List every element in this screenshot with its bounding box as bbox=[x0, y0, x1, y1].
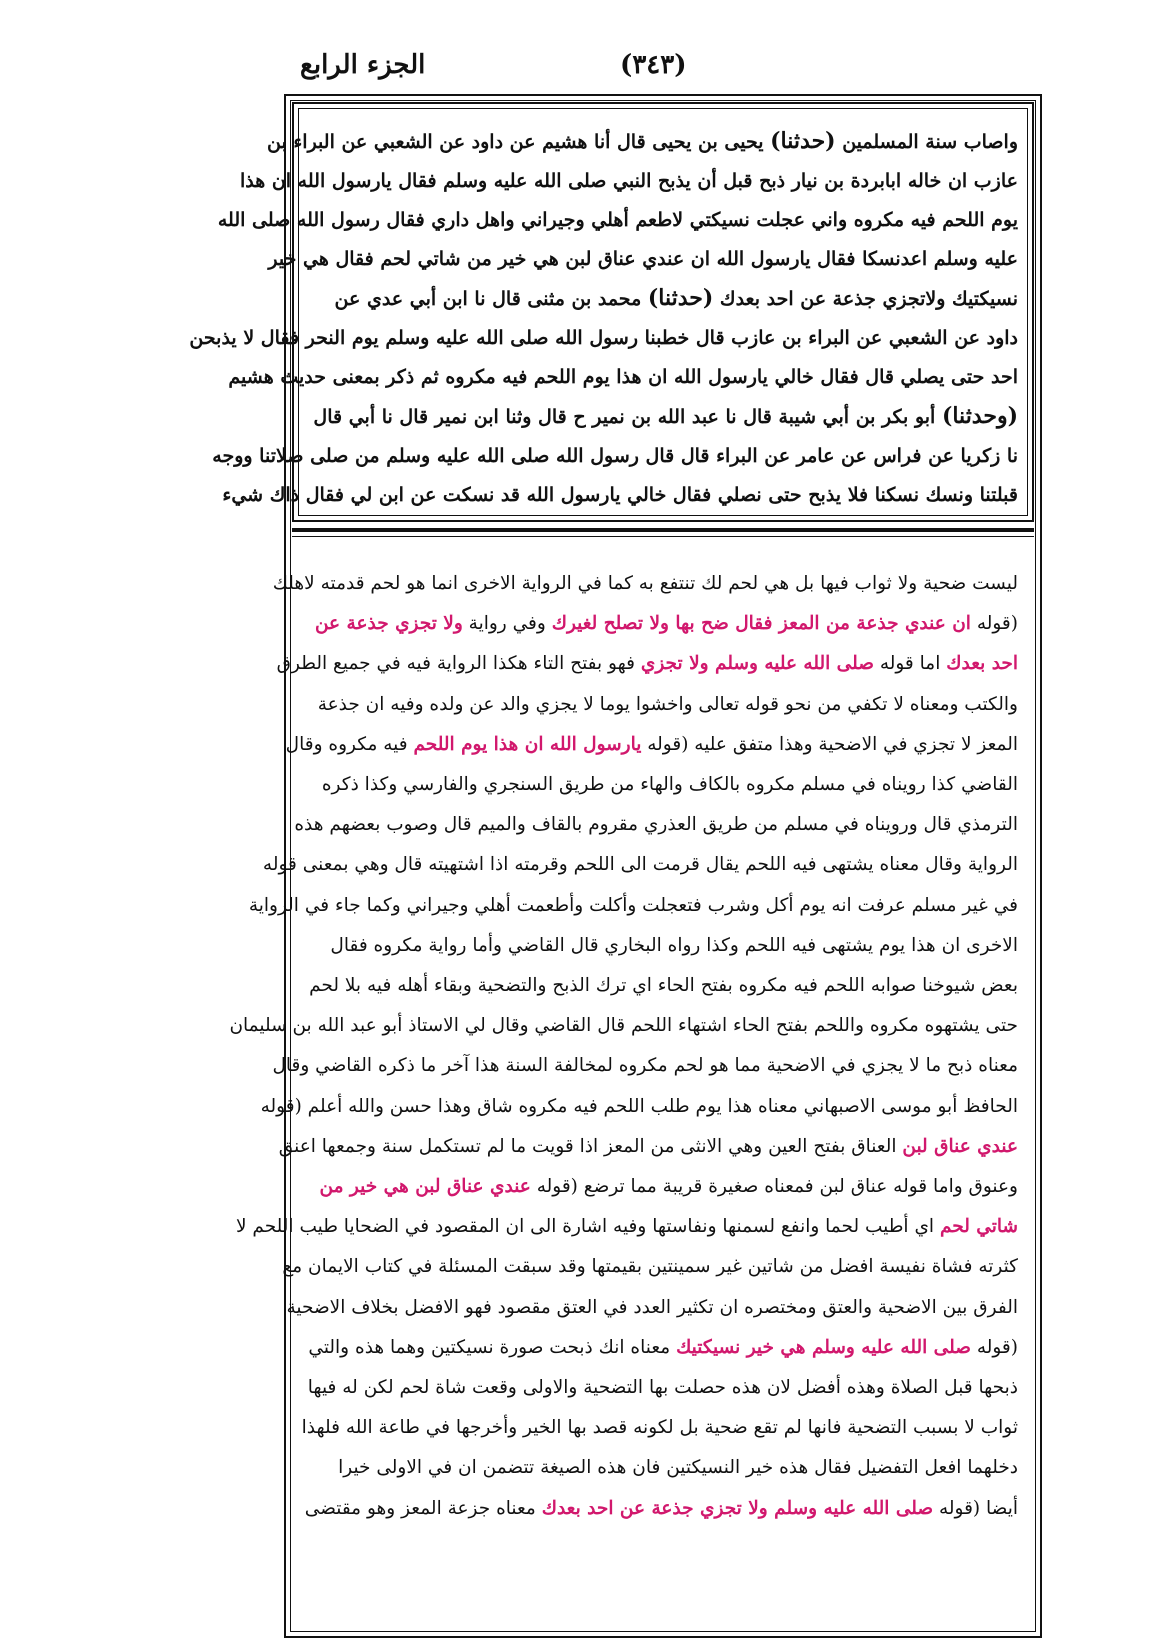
commentary-line bbox=[278, 1127, 1018, 1167]
quoted-phrase: عندي عناق لبن bbox=[902, 1135, 1018, 1157]
narration-marker: (حدثنا) bbox=[647, 285, 714, 311]
quoted-phrase: صلى الله عليه وسلم هي خير نسيكتيك bbox=[676, 1336, 971, 1358]
text-run: في غير مسلم عرفت انه يوم أكل وشرب فتعجلت وأكلت وأطعمت أهلي وجيراني وكما جاء في الرواية bbox=[248, 894, 1018, 916]
quoted-phrase: ولا تجزي جذعة عن bbox=[314, 613, 463, 635]
text-run: وعنوق واما قوله عناق لبن فمعناه صغيرة قريبة مما ترضع (قوله bbox=[530, 1176, 1018, 1198]
page-number: (٣٤٣) bbox=[620, 50, 687, 80]
text-run: الحافظ أبو موسى الاصبهاني معناه هذا يوم طلب اللحم فيه مكروه شاق وهذا حسن والله أعلم (قوله bbox=[260, 1095, 1018, 1117]
text-run: حتى يشتهوه مكروه واللحم بفتح الحاء اشتهاء اللحم قال القاضي وقال لي الاستاذ أبو عبد الله بن سليمان bbox=[229, 1015, 1018, 1037]
hadith-line bbox=[217, 201, 1018, 240]
hadith-line bbox=[222, 476, 1018, 515]
text-run: الرواية وقال معناه يشتهى فيه اللحم يقال قرمت الى اللحم وقرمته اذا اشتهيته قال وهي بمعنى قوله bbox=[262, 854, 1018, 876]
text-run: الاخرى ان هذا يوم يشتهى فيه اللحم وكذا رواه البخاري قال القاضي وأما رواية مكروه فقال bbox=[330, 934, 1018, 956]
commentary-line bbox=[308, 765, 1018, 805]
text-run: عليه وسلم اعدنسكا فقال يارسول الله ان عندي عناق لبن هي خير من شاتي لحم فقال هي خير bbox=[268, 248, 1018, 270]
text-run: اما قوله bbox=[873, 653, 947, 675]
commentary-line bbox=[272, 1046, 1018, 1086]
quoted-phrase: يارسول الله ان هذا يوم اللحم bbox=[413, 733, 642, 755]
quoted-phrase: احد بعدك bbox=[946, 653, 1018, 675]
commentary-line bbox=[308, 926, 1018, 966]
commentary-line bbox=[286, 1288, 1018, 1328]
commentary-line bbox=[262, 845, 1018, 885]
hadith-line bbox=[268, 240, 1018, 279]
commentary-line bbox=[308, 966, 1018, 1006]
text-run: اي أطيب لحما وانفع لسمنها ونفاستها وفيه اشارة الى ان المقصود في الضحايا طيب اللحم لا bbox=[235, 1216, 940, 1238]
text-run: ليست ضحية ولا ثواب فيها بل هي لحم لك تنتفع به كما في الرواية الاخرى انما هو لحم قدمته لاهلك bbox=[272, 573, 1018, 594]
text-run: يحيى بن يحيى قال أنا هشيم عن داود عن الشعبي عن البراء بن bbox=[266, 131, 771, 153]
text-run: الفرق بين الاضحية والعتق ومختصره ان تكثير العدد في العتق مقصود فهو الافضل بخلاف الاضحية bbox=[286, 1296, 1018, 1318]
text-run: عازب ان خاله ابابردة بن نيار ذبح قبل أن يذبح النبي صلى الله عليه وسلم فقال يارسول الله ان هذا bbox=[239, 170, 1018, 192]
commentary-text bbox=[229, 564, 1018, 1529]
text-run: والكتب ومعناه لا تكفي من نحو قوله تعالى واخشوا يوما لا يجزي والد عن ولده وفيه ان جذعة bbox=[317, 693, 1018, 715]
text-run: واصاب سنة المسلمين bbox=[835, 131, 1018, 153]
text-run: أبو بكر بن أبي شيبة قال نا عبد الله بن نمير ح قال وثنا ابن نمير قال نا أبي قال bbox=[313, 406, 942, 428]
section-divider bbox=[292, 528, 1034, 532]
text-run: وفي رواية bbox=[462, 613, 552, 635]
narration-marker: (حدثنا) bbox=[770, 128, 836, 154]
commentary-line bbox=[229, 1006, 1018, 1046]
text-run: داود عن الشعبي عن البراء بن عازب قال خطبنا رسول الله صلى الله عليه وسلم يوم النحر فقال لا يذبحن bbox=[189, 327, 1018, 349]
quoted-phrase: صلى الله عليه وسلم ولا تجزي جذعة عن احد بعدك bbox=[541, 1497, 934, 1519]
text-run: (قوله bbox=[970, 613, 1018, 635]
hadith-line bbox=[212, 437, 1018, 476]
hadith-line bbox=[228, 358, 1018, 397]
text-run: الترمذي قال ورويناه في مسلم من طريق العذري مقروم بالقاف والميم قال وصوب بعضهم هذه bbox=[294, 814, 1018, 836]
text-run: (قوله bbox=[970, 1336, 1018, 1358]
text-run: معناه انك ذبحت صورة نسيكتين وهما هذه والتي bbox=[308, 1336, 677, 1358]
quoted-phrase: صلى الله عليه وسلم ولا تجزي bbox=[640, 653, 874, 675]
commentary-line bbox=[276, 644, 1018, 684]
commentary-line bbox=[248, 886, 1018, 926]
hadith-line bbox=[239, 162, 1018, 201]
quoted-phrase: ان عندي جذعة من المعز فقال ضح بها ولا تصلح لغيرك bbox=[551, 613, 971, 635]
text-run: العناق بفتح العين وهي الانثى من المعز اذا قويت ما لم تستكمل سنة وجمعها اعنق bbox=[278, 1135, 903, 1157]
hadith-line bbox=[266, 122, 1018, 162]
hadith-line bbox=[189, 319, 1018, 358]
text-run: معناه جزعة المعز وهو مقتضى bbox=[304, 1497, 542, 1519]
narration-marker: (وحدثنا) bbox=[941, 403, 1018, 429]
text-run: ثواب لا بسبب التضحية فانها لم تقع ضحية بل لكونه قصد بها الخير وأخرجها في طاعة الله فلهذا bbox=[301, 1417, 1018, 1439]
commentary-line bbox=[282, 1247, 1018, 1287]
commentary-line bbox=[260, 1087, 1018, 1127]
page-header bbox=[300, 50, 740, 90]
section-divider-thin bbox=[292, 536, 1034, 537]
text-run: محمد بن مثنى قال نا ابن أبي عدي عن bbox=[334, 288, 648, 310]
hadith-line bbox=[308, 397, 1018, 437]
text-run: المعز لا تجزي في الاضحية وهذا متفق عليه (قوله bbox=[641, 733, 1018, 755]
text-run: قبلتنا ونسك نسكنا فلا يذبح حتى نصلي فقال خالي يارسول الله قد نسكت عن ابن لي فقال ذاك شيء bbox=[222, 484, 1018, 506]
volume-label: الجزء الرابع bbox=[300, 50, 426, 80]
commentary-line bbox=[308, 1368, 1018, 1408]
text-run: نسيكتيك ولاتجزي جذعة عن احد بعدك bbox=[713, 288, 1018, 310]
commentary-line bbox=[308, 604, 1018, 644]
text-run: أيضا (قوله bbox=[933, 1497, 1018, 1519]
commentary-line bbox=[308, 685, 1018, 725]
hadith-line bbox=[308, 279, 1018, 319]
commentary-line bbox=[301, 1408, 1018, 1448]
commentary-line bbox=[308, 1167, 1018, 1207]
text-run: نا زكريا عن فراس عن عامر عن البراء قال قال رسول الله صلى الله عليه وسلم من صلى صلاتنا ووجه bbox=[212, 445, 1018, 467]
text-run: يوم اللحم فيه مكروه واني عجلت نسيكتي لاطعم أهلي وجيراني واهل داري فقال رسول الله صلى الله bbox=[217, 209, 1018, 231]
commentary-line bbox=[235, 1207, 1018, 1247]
commentary-line bbox=[272, 564, 1018, 604]
commentary-line bbox=[294, 805, 1018, 845]
text-run: كثرته فشاة نفيسة افضل من شاتين غير سمينتين بقيمتها وقد سبقت المسئلة في كتاب الايمان مع bbox=[282, 1256, 1018, 1278]
commentary-line bbox=[285, 725, 1018, 765]
commentary-line bbox=[308, 1448, 1018, 1488]
commentary-line bbox=[304, 1489, 1018, 1529]
quoted-phrase: عندي عناق لبن هي خير من bbox=[319, 1176, 531, 1198]
commentary-line bbox=[308, 1328, 1018, 1368]
text-run: ذبحها قبل الصلاة وهذه أفضل لان هذه حصلت بها التضحية والاولى وقعت شاة لحم لكن له فيها bbox=[307, 1377, 1018, 1399]
quoted-phrase: شاتي لحم bbox=[939, 1216, 1018, 1238]
text-run: فيه مكروه وقال bbox=[285, 733, 414, 755]
hadith-text bbox=[189, 122, 1018, 515]
text-run: معناه ذبح ما لا يجزي في الاضحية مما هو لحم مكروه لمخالفة السنة هذا آخر ما ذكره القاضي وقال bbox=[272, 1055, 1018, 1077]
text-run: دخلهما افعل التفضيل فقال هذه خير النسيكتين فان هذه الصيغة تتضمن ان في الاولى خيرا bbox=[338, 1457, 1018, 1479]
text-run: احد حتى يصلي قال فقال خالي يارسول الله ان هذا يوم اللحم فيه مكروه ثم ذكر بمعنى حديث هشيم bbox=[228, 366, 1018, 388]
text-run: بعض شيوخنا صوابه اللحم فيه مكروه بفتح الحاء اي ترك الذبح والتضحية وبقاء أهله فيه بلا لحم bbox=[309, 975, 1018, 997]
page-frame bbox=[189, 94, 1042, 1638]
text-run: فهو بفتح التاء هكذا الرواية فيه في جميع الطرق bbox=[276, 653, 641, 675]
text-run: القاضي كذا رويناه في مسلم مكروه بالكاف والهاء من طريق السنجري والفارسي وكذا ذكره bbox=[321, 774, 1018, 796]
